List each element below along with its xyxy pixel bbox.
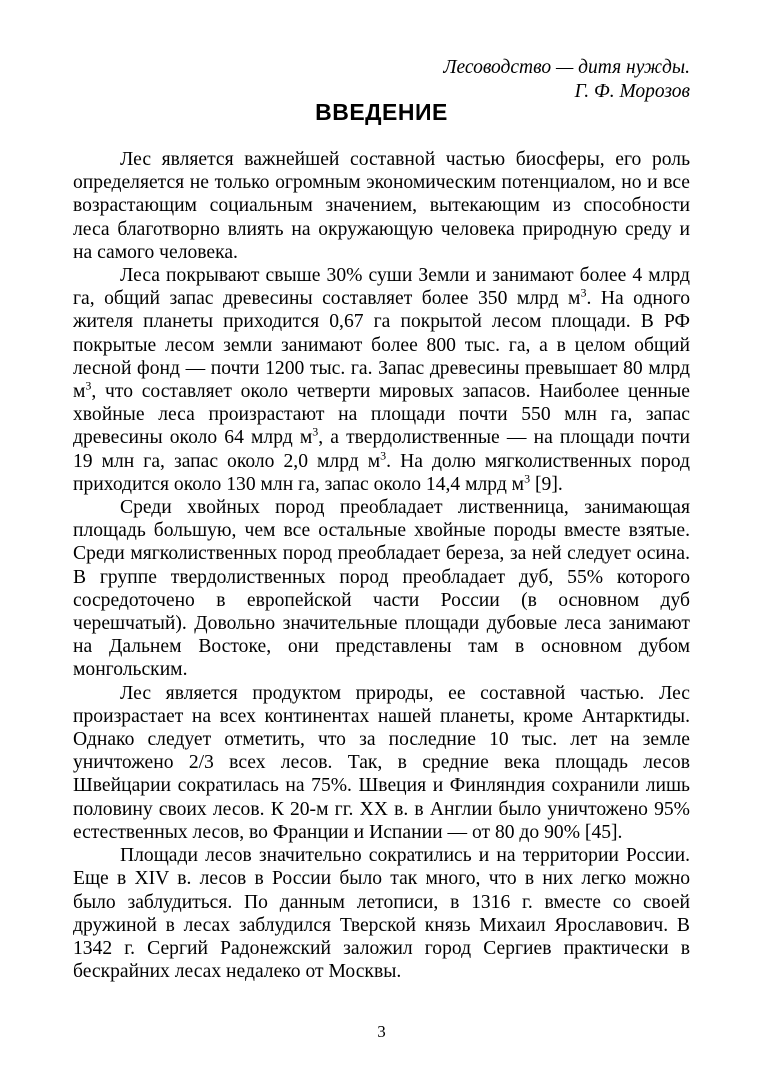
page-number: 3 xyxy=(377,1022,386,1041)
superscript-cubed: 3 xyxy=(580,285,587,300)
paragraph-4: Лес является продуктом природы, ее составной частью. Лес произрастает на всех континентах нашей планеты, кроме Антарктиды. Однако следует отметить, что за последние 10 тыс. лет на земле уничтожено 2/3 всех лесов. Так, в средние века площадь лесов Швейцарии сократилась на 75%. Швеция и Финляндия сохранили лишь половину своих лесов. К 20-м гг. XX в. в Англии было уничтожено 95% естественных лесов, во Франции и Испании — от 80 до 90% [45]. xyxy=(73,682,690,843)
paragraph-3: Среди хвойных пород преобладает лиственница, занимающая площадь большую, чем все остальные хвойные породы вместе взятые. Среди мягколиственных пород преобладает береза, за ней следует осина. В группе твердолиственных пород преобладает дуб, 55% которого сосредоточено в европейской части России (в основном дуб черешчатый). Довольно значительные площади дубовые леса занимают на Дальнем Востоке, они представлены там в основном дубом монгольским. xyxy=(73,497,690,681)
superscript-cubed: 3 xyxy=(380,448,387,463)
paragraph-2 xyxy=(73,264,690,496)
body-text xyxy=(73,148,690,983)
epigraph-author: Г. Ф. Морозов xyxy=(574,81,690,102)
paragraph-2-part-1: Леса покрывают свыше 30% суши Земли и занимают более 4 млрд га, общий запас древесины составляет более 350 млрд м xyxy=(73,265,690,310)
paragraph-1: Лес является важнейшей составной частью биосферы, его роль определяется не только огромным экономическим потенциалом, но и все возрастающим социальным значением, вытекающим из способности леса благотворно влиять на окружающую человека природную среду и на самого человека. xyxy=(73,149,690,263)
epigraph xyxy=(443,56,690,104)
chapter-title: ВВЕДЕНИЕ xyxy=(315,99,448,125)
superscript-cubed: 3 xyxy=(524,471,531,486)
paragraph-2-part-6: [9]. xyxy=(530,473,563,495)
epigraph-quote: Лесоводство — дитя нужды. xyxy=(443,57,690,78)
superscript-cubed: 3 xyxy=(85,378,92,393)
paragraph-2-part-4: , а твердолиственные — на площади почти 19 млн га, запас около 2,0 млрд м xyxy=(73,427,690,472)
paragraph-2-part-3: , что составляет около четверти мировых запасов. Наиболее ценные хвойные леса произрастают на площади почти 550 млн га, запас древесины около 64 млрд м xyxy=(73,381,690,449)
paragraph-2-part-5: . На долю мягколиственных пород приходится около 130 млн га, запас около 14,4 млрд м xyxy=(73,450,690,495)
paragraph-5: Площади лесов значительно сократились и на территории России. Еще в XIV в. лесов в России было так много, что в них легко можно было заблудиться. По данным летописи, в 1316 г. вместе со своей дружиной в лесах заблудился Тверской князь Михаил Ярославович. В 1342 г. Сергий Радонежский заложил город Сергиев практически в бескрайних лесах недалеко от Москвы. xyxy=(73,845,690,983)
paragraph-2-part-2: . На одного жителя планеты приходится 0,67 га покрытой лесом площади. В РФ покрытые лесом земли занимают более 800 тыс. га, а в целом общий лесной фонд — почти 1200 тыс. га. Запас древесины превышает 80 млрд м xyxy=(73,288,690,403)
superscript-cubed: 3 xyxy=(312,424,319,439)
